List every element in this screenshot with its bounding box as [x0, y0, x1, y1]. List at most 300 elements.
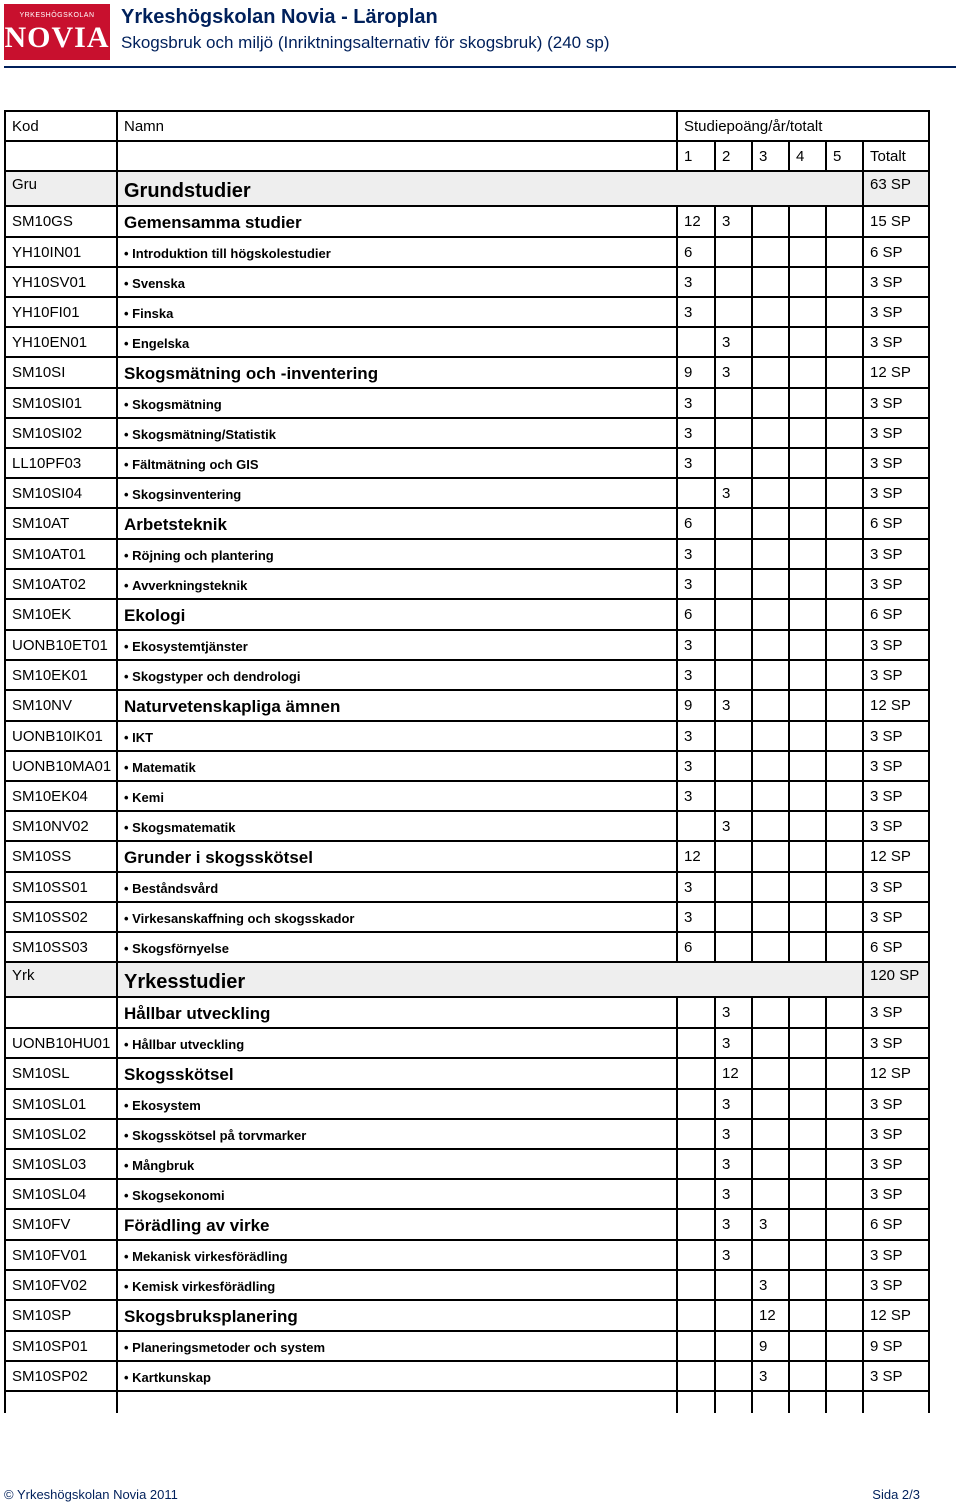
year-2-credits — [715, 237, 752, 267]
year-2-credits: 3 — [715, 1028, 752, 1058]
row-total: 3 SP — [863, 811, 929, 841]
row-total: 3 SP — [863, 1270, 929, 1300]
year-5-credits — [826, 690, 863, 721]
row-code: SM10SL01 — [5, 1089, 117, 1119]
row-name: Skogsbruksplanering — [117, 1300, 677, 1331]
row-code — [5, 997, 117, 1028]
row-total: 3 SP — [863, 448, 929, 478]
row-code: SM10SP01 — [5, 1331, 117, 1361]
row-name: • Finska — [117, 297, 677, 327]
row-name: • IKT — [117, 721, 677, 751]
course-row — [5, 478, 929, 508]
row-name: • Skogsmätning/Statistik — [117, 418, 677, 448]
year-1-credits: 3 — [677, 781, 715, 811]
course-row — [5, 297, 929, 327]
row-total: 3 SP — [863, 1028, 929, 1058]
year-1-credits: 3 — [677, 872, 715, 902]
row-total: 9 SP — [863, 1331, 929, 1361]
logo-main-text: NOVIA — [4, 21, 110, 54]
year-5-credits — [826, 902, 863, 932]
year-3-credits — [752, 508, 789, 539]
year-4-credits — [789, 751, 826, 781]
year-2-credits — [715, 1361, 752, 1391]
year-3-credits: 3 — [752, 1209, 789, 1240]
year-4-credits — [789, 997, 826, 1028]
year-5-credits — [826, 841, 863, 872]
year-4-credits — [789, 1300, 826, 1331]
row-name: Skogsmätning och -inventering — [117, 357, 677, 388]
course-row — [5, 1331, 929, 1361]
year-5-credits — [826, 1028, 863, 1058]
row-code: SM10SS02 — [5, 902, 117, 932]
row-code: SM10NV02 — [5, 811, 117, 841]
year-5-credits — [826, 1361, 863, 1391]
row-code: YH10SV01 — [5, 267, 117, 297]
year-3-credits — [752, 902, 789, 932]
year-1-credits — [677, 1119, 715, 1149]
row-name: • Röjning och plantering — [117, 539, 677, 569]
row-code: SM10SI04 — [5, 478, 117, 508]
year-2-credits — [715, 872, 752, 902]
year-5-credits — [826, 418, 863, 448]
row-total: 3 SP — [863, 388, 929, 418]
year-3-credits — [752, 478, 789, 508]
year-1-credits — [677, 1028, 715, 1058]
row-name: • Mekanisk virkesförädling — [117, 1240, 677, 1270]
year-3-credits — [752, 327, 789, 357]
year-5-credits — [826, 1179, 863, 1209]
year-4-credits — [789, 1240, 826, 1270]
header-divider — [4, 66, 956, 68]
row-code: UONB10HU01 — [5, 1028, 117, 1058]
year-5-credits — [826, 237, 863, 267]
row-code: Gru — [5, 171, 117, 206]
row-total: 3 SP — [863, 660, 929, 690]
year-1-credits — [677, 1179, 715, 1209]
year-3-credits — [752, 1089, 789, 1119]
course-row — [5, 630, 929, 660]
year-1-credits — [677, 1270, 715, 1300]
year-4-credits — [789, 872, 826, 902]
year-3-credits — [752, 1240, 789, 1270]
row-total: 6 SP — [863, 599, 929, 630]
footer-page-number: Sida 2/3 — [872, 1487, 920, 1502]
row-code: SM10SL — [5, 1058, 117, 1089]
course-row — [5, 1361, 929, 1391]
year-5-credits — [826, 1119, 863, 1149]
row-total: 3 SP — [863, 539, 929, 569]
row-code: LL10PF03 — [5, 448, 117, 478]
year-4-credits — [789, 357, 826, 388]
row-name: • Kemisk virkesförädling — [117, 1270, 677, 1300]
row-name: • Skogstyper och dendrologi — [117, 660, 677, 690]
year-3-credits — [752, 811, 789, 841]
year-5-credits — [826, 448, 863, 478]
year-3-credits — [752, 599, 789, 630]
empty-cell — [677, 1391, 715, 1413]
module-row — [5, 1300, 929, 1331]
empty-cell — [789, 1391, 826, 1413]
year-2-credits: 3 — [715, 1089, 752, 1119]
row-code: SM10SI02 — [5, 418, 117, 448]
year-1-credits — [677, 997, 715, 1028]
year-3-credits — [752, 690, 789, 721]
year-5-credits — [826, 1149, 863, 1179]
course-row — [5, 1119, 929, 1149]
year-3-credits: 9 — [752, 1331, 789, 1361]
row-code: YH10EN01 — [5, 327, 117, 357]
year-5-credits — [826, 721, 863, 751]
row-total: 63 SP — [863, 171, 929, 206]
total-header: Totalt — [863, 141, 929, 171]
module-row — [5, 206, 929, 237]
row-total: 3 SP — [863, 751, 929, 781]
year-2-credits: 3 — [715, 478, 752, 508]
year-2-credits: 3 — [715, 327, 752, 357]
row-name: • Engelska — [117, 327, 677, 357]
year-3-credits — [752, 1179, 789, 1209]
row-name: • Avverkningsteknik — [117, 569, 677, 599]
year-1-credits: 9 — [677, 357, 715, 388]
course-row — [5, 418, 929, 448]
row-total: 6 SP — [863, 237, 929, 267]
year-2-credits — [715, 721, 752, 751]
year-1-credits: 6 — [677, 599, 715, 630]
year-2-credits — [715, 599, 752, 630]
header-namn: Namn — [117, 111, 677, 141]
year-2-credits — [715, 297, 752, 327]
year-5-credits — [826, 781, 863, 811]
row-total: 6 SP — [863, 932, 929, 962]
course-row — [5, 1270, 929, 1300]
course-row — [5, 811, 929, 841]
year-1-credits — [677, 1209, 715, 1240]
row-total: 6 SP — [863, 1209, 929, 1240]
row-code: SM10AT — [5, 508, 117, 539]
year-3-credits — [752, 841, 789, 872]
row-total: 3 SP — [863, 267, 929, 297]
year-3-credits — [752, 1028, 789, 1058]
module-row — [5, 1058, 929, 1089]
row-name: Grundstudier — [117, 171, 863, 206]
row-name: • Kartkunskap — [117, 1361, 677, 1391]
row-code: SM10NV — [5, 690, 117, 721]
row-name: • Planeringsmetoder och system — [117, 1331, 677, 1361]
course-row — [5, 539, 929, 569]
row-total: 3 SP — [863, 1179, 929, 1209]
page-subtitle: Skogsbruk och miljö (Inriktningsalternativ för skogsbruk) (240 sp) — [121, 33, 610, 52]
year-3-credits — [752, 872, 789, 902]
year-3-credits — [752, 630, 789, 660]
year-5-credits — [826, 1270, 863, 1300]
year-3-credits — [752, 388, 789, 418]
year-5-credits — [826, 811, 863, 841]
year-2-credits — [715, 781, 752, 811]
row-code: SM10SL02 — [5, 1119, 117, 1149]
course-row — [5, 388, 929, 418]
row-code: SM10SL04 — [5, 1179, 117, 1209]
page-title: Yrkeshögskolan Novia - Läroplan — [121, 6, 438, 28]
row-code: SM10SL03 — [5, 1149, 117, 1179]
course-row — [5, 327, 929, 357]
year-5-credits — [826, 872, 863, 902]
row-name: Förädling av virke — [117, 1209, 677, 1240]
year-1-credits: 3 — [677, 630, 715, 660]
year-5-credits — [826, 357, 863, 388]
year-3-header: 3 — [752, 141, 789, 171]
year-5-credits — [826, 932, 863, 962]
year-2-credits — [715, 448, 752, 478]
year-2-header: 2 — [715, 141, 752, 171]
year-3-credits — [752, 206, 789, 237]
row-name: • Ekosystem — [117, 1089, 677, 1119]
row-total: 3 SP — [863, 1149, 929, 1179]
year-2-credits — [715, 508, 752, 539]
year-2-credits: 3 — [715, 206, 752, 237]
year-2-credits — [715, 1331, 752, 1361]
year-4-credits — [789, 690, 826, 721]
row-code: SM10SS01 — [5, 872, 117, 902]
year-5-credits — [826, 660, 863, 690]
year-1-credits: 3 — [677, 751, 715, 781]
year-2-credits: 3 — [715, 1240, 752, 1270]
header-row — [5, 111, 929, 141]
year-2-credits — [715, 841, 752, 872]
year-3-credits — [752, 997, 789, 1028]
row-code: YH10IN01 — [5, 237, 117, 267]
row-total: 3 SP — [863, 902, 929, 932]
year-5-credits — [826, 539, 863, 569]
year-3-credits — [752, 781, 789, 811]
year-4-credits — [789, 1028, 826, 1058]
year-4-credits — [789, 1361, 826, 1391]
module-row — [5, 1209, 929, 1240]
year-5-credits — [826, 599, 863, 630]
year-4-credits — [789, 297, 826, 327]
year-1-credits — [677, 1149, 715, 1179]
row-name: Skogsskötsel — [117, 1058, 677, 1089]
year-2-credits — [715, 569, 752, 599]
year-1-credits: 9 — [677, 690, 715, 721]
row-name: • Fältmätning och GIS — [117, 448, 677, 478]
row-code: SM10SP — [5, 1300, 117, 1331]
year-1-credits: 3 — [677, 721, 715, 751]
year-2-credits: 3 — [715, 997, 752, 1028]
year-5-credits — [826, 508, 863, 539]
course-row — [5, 1089, 929, 1119]
year-1-credits — [677, 327, 715, 357]
year-3-credits — [752, 267, 789, 297]
row-total: 3 SP — [863, 1119, 929, 1149]
row-total: 3 SP — [863, 721, 929, 751]
row-total: 12 SP — [863, 690, 929, 721]
course-row — [5, 872, 929, 902]
row-total: 3 SP — [863, 327, 929, 357]
empty-cell — [5, 1391, 117, 1413]
course-row — [5, 660, 929, 690]
module-row — [5, 997, 929, 1028]
row-code: SM10AT02 — [5, 569, 117, 599]
year-4-header: 4 — [789, 141, 826, 171]
row-code: SM10FV01 — [5, 1240, 117, 1270]
year-1-credits: 3 — [677, 297, 715, 327]
course-row — [5, 1179, 929, 1209]
header-empty — [5, 141, 117, 171]
year-1-credits: 6 — [677, 932, 715, 962]
row-total: 12 SP — [863, 1300, 929, 1331]
year-4-credits — [789, 539, 826, 569]
row-name: • Skogsskötsel på torvmarker — [117, 1119, 677, 1149]
year-4-credits — [789, 388, 826, 418]
year-4-credits — [789, 1058, 826, 1089]
year-1-credits — [677, 811, 715, 841]
module-row — [5, 508, 929, 539]
row-code: SM10EK04 — [5, 781, 117, 811]
empty-cell — [715, 1391, 752, 1413]
year-4-credits — [789, 1270, 826, 1300]
row-total: 3 SP — [863, 418, 929, 448]
year-4-credits — [789, 1179, 826, 1209]
module-row — [5, 357, 929, 388]
year-5-credits — [826, 478, 863, 508]
course-row — [5, 1240, 929, 1270]
year-4-credits — [789, 599, 826, 630]
year-4-credits — [789, 206, 826, 237]
module-row — [5, 690, 929, 721]
course-row — [5, 569, 929, 599]
empty-row — [5, 1391, 929, 1413]
row-code: SM10SI01 — [5, 388, 117, 418]
row-code: UONB10IK01 — [5, 721, 117, 751]
course-row — [5, 1028, 929, 1058]
row-code: SM10EK — [5, 599, 117, 630]
year-2-credits — [715, 630, 752, 660]
year-5-credits — [826, 1331, 863, 1361]
year-1-credits: 3 — [677, 418, 715, 448]
year-3-credits — [752, 932, 789, 962]
table-body — [5, 111, 929, 1413]
course-row — [5, 751, 929, 781]
row-code: SM10EK01 — [5, 660, 117, 690]
year-5-credits — [826, 297, 863, 327]
row-name: Naturvetenskapliga ämnen — [117, 690, 677, 721]
row-code: Yrk — [5, 962, 117, 997]
course-row — [5, 237, 929, 267]
year-1-credits: 3 — [677, 569, 715, 599]
year-2-credits — [715, 932, 752, 962]
row-name: • Matematik — [117, 751, 677, 781]
year-2-credits — [715, 388, 752, 418]
row-name: Arbetsteknik — [117, 508, 677, 539]
row-total: 120 SP — [863, 962, 929, 997]
year-4-credits — [789, 811, 826, 841]
year-5-credits — [826, 1058, 863, 1089]
year-1-credits — [677, 478, 715, 508]
module-row — [5, 841, 929, 872]
year-4-credits — [789, 478, 826, 508]
empty-cell — [117, 1391, 677, 1413]
year-3-credits — [752, 569, 789, 599]
header-empty — [117, 141, 677, 171]
row-code: SM10FV02 — [5, 1270, 117, 1300]
row-total: 3 SP — [863, 630, 929, 660]
year-2-credits — [715, 660, 752, 690]
year-4-credits — [789, 1149, 826, 1179]
year-1-header: 1 — [677, 141, 715, 171]
year-2-credits — [715, 539, 752, 569]
empty-cell — [752, 1391, 789, 1413]
course-row — [5, 902, 929, 932]
year-4-credits — [789, 902, 826, 932]
year-1-credits — [677, 1361, 715, 1391]
row-name: • Skogsmätning — [117, 388, 677, 418]
year-4-credits — [789, 267, 826, 297]
row-name: • Kemi — [117, 781, 677, 811]
row-code: SM10FV — [5, 1209, 117, 1240]
year-1-credits: 3 — [677, 539, 715, 569]
year-3-credits: 3 — [752, 1361, 789, 1391]
row-name: • Introduktion till högskolestudier — [117, 237, 677, 267]
row-name: • Ekosystemtjänster — [117, 630, 677, 660]
course-row — [5, 1149, 929, 1179]
year-2-credits — [715, 418, 752, 448]
header-kod: Kod — [5, 111, 117, 141]
row-total: 3 SP — [863, 297, 929, 327]
year-1-credits: 3 — [677, 267, 715, 297]
row-name: • Hållbar utveckling — [117, 1028, 677, 1058]
row-name: Grunder i skogsskötsel — [117, 841, 677, 872]
row-total: 3 SP — [863, 1240, 929, 1270]
year-5-credits — [826, 388, 863, 418]
year-4-credits — [789, 1209, 826, 1240]
year-4-credits — [789, 327, 826, 357]
year-2-credits: 3 — [715, 1119, 752, 1149]
row-code: UONB10MA01 — [5, 751, 117, 781]
year-5-credits — [826, 327, 863, 357]
row-code: SM10SI — [5, 357, 117, 388]
year-1-credits — [677, 1058, 715, 1089]
row-total: 3 SP — [863, 478, 929, 508]
row-name: • Mångbruk — [117, 1149, 677, 1179]
year-2-credits: 3 — [715, 1149, 752, 1179]
row-code: YH10FI01 — [5, 297, 117, 327]
year-5-credits — [826, 1300, 863, 1331]
row-name: Hållbar utveckling — [117, 997, 677, 1028]
year-3-credits — [752, 357, 789, 388]
year-5-credits — [826, 1089, 863, 1119]
row-total: 3 SP — [863, 1361, 929, 1391]
row-total: 6 SP — [863, 508, 929, 539]
year-4-credits — [789, 721, 826, 751]
row-total: 15 SP — [863, 206, 929, 237]
year-1-credits: 3 — [677, 388, 715, 418]
year-3-credits — [752, 1058, 789, 1089]
year-1-credits — [677, 1240, 715, 1270]
row-name: Gemensamma studier — [117, 206, 677, 237]
year-3-credits — [752, 418, 789, 448]
year-2-credits: 3 — [715, 811, 752, 841]
year-3-credits: 12 — [752, 1300, 789, 1331]
year-2-credits — [715, 751, 752, 781]
course-row — [5, 267, 929, 297]
year-5-credits — [826, 751, 863, 781]
year-4-credits — [789, 508, 826, 539]
year-3-credits — [752, 721, 789, 751]
row-name: Ekologi — [117, 599, 677, 630]
year-1-credits — [677, 1331, 715, 1361]
footer-copyright: © Yrkeshögskolan Novia 2011 — [4, 1487, 178, 1502]
year-4-credits — [789, 841, 826, 872]
